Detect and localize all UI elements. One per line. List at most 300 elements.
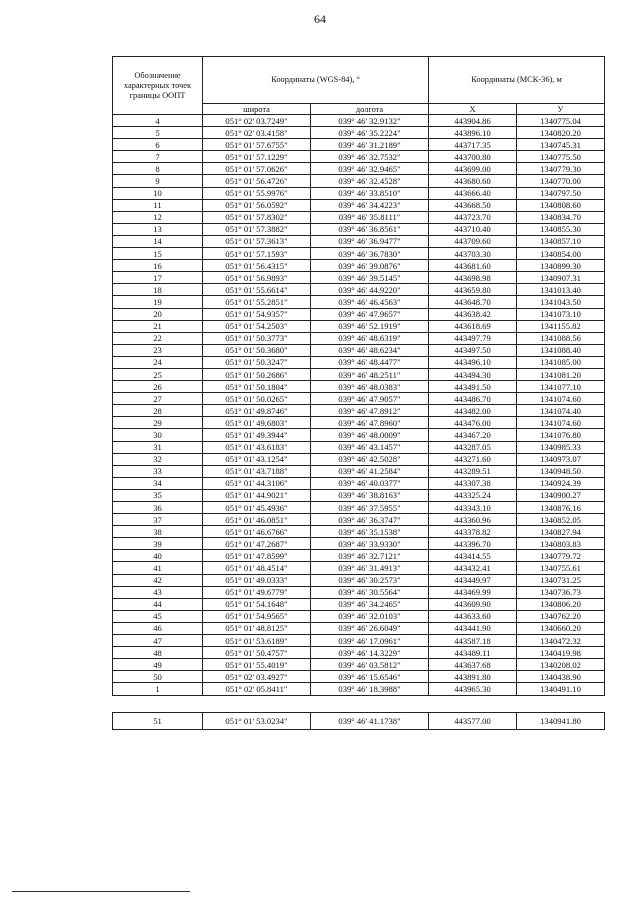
cell-x: 443637.68 [429,659,517,671]
cell-latitude: 051° 01' 56.9893" [203,272,311,284]
cell-x: 443609.90 [429,598,517,610]
cell-x: 443307.38 [429,477,517,489]
cell-latitude: 051° 02' 03.4927" [203,671,311,683]
cell-y: 1341013.40 [517,284,605,296]
cell-x: 443469.99 [429,586,517,598]
page-number: 64 [314,12,326,26]
cell-latitude: 051° 01' 50.2686" [203,368,311,380]
cell-x: 443587.18 [429,635,517,647]
cell-longitude: 039° 46' 32.9132" [311,115,429,127]
cell-longitude: 039° 46' 40.0377" [311,477,429,489]
cell-latitude: 051° 01' 50.3680" [203,344,311,356]
cell-point: 31 [113,441,203,453]
table-row [113,574,605,586]
header-msk36: Координаты (МСК-36), м [429,57,605,104]
cell-point: 29 [113,417,203,429]
cell-y: 1340438.90 [517,671,605,683]
cell-point: 5 [113,127,203,139]
table-row [113,417,605,429]
cell-latitude: 051° 01' 45.4936" [203,502,311,514]
cell-x: 443378.82 [429,526,517,538]
cell-latitude: 051° 02' 03.7249" [203,115,311,127]
cell-latitude: 051° 01' 46.0851" [203,514,311,526]
cell-point: 6 [113,139,203,151]
cell-point: 49 [113,659,203,671]
cell-point: 1 [113,683,203,695]
cell-point: 12 [113,211,203,223]
cell-longitude: 039° 46' 48.2511" [311,368,429,380]
cell-longitude: 039° 46' 33.8510" [311,187,429,199]
cell-x: 443482.00 [429,405,517,417]
cell-point: 30 [113,429,203,441]
cell-latitude: 051° 01' 43.1254" [203,453,311,465]
cell-x: 443681.60 [429,260,517,272]
table-row [113,562,605,574]
cell-point: 39 [113,538,203,550]
cell-point: 21 [113,320,203,332]
cell-longitude: 039° 46' 47.8960" [311,417,429,429]
cell-y: 1341155.82 [517,320,605,332]
cell-point: 17 [113,272,203,284]
cell-point: 10 [113,187,203,199]
cell-latitude: 051° 01' 57.1229" [203,151,311,163]
table-row [113,260,605,272]
table-row [113,356,605,368]
cell-latitude: 051° 01' 55.9976" [203,187,311,199]
cell-longitude: 039° 46' 48.4477" [311,356,429,368]
table-row [113,550,605,562]
cell-x: 443486.70 [429,393,517,405]
cell-y: 1340797.50 [517,187,605,199]
cell-x: 443723.70 [429,211,517,223]
cell-x: 443709.60 [429,235,517,247]
cell-x: 443700.80 [429,151,517,163]
cell-longitude: 039° 46' 41.1738" [311,712,429,729]
table-row [113,248,605,260]
cell-y: 1340803.83 [517,538,605,550]
cell-latitude: 051° 01' 47.8599" [203,550,311,562]
cell-x: 443703.30 [429,248,517,260]
table-row [113,502,605,514]
cell-y: 1340834.70 [517,211,605,223]
cell-point: 9 [113,175,203,187]
cell-x: 443325.24 [429,489,517,501]
cell-longitude: 039° 46' 47.9657" [311,308,429,320]
table-row [113,393,605,405]
cell-point: 42 [113,574,203,586]
table-gap-row [113,695,605,712]
cell-latitude: 051° 01' 57.3882" [203,223,311,235]
cell-y: 1340736.73 [517,586,605,598]
cell-longitude: 039° 46' 34.4223" [311,199,429,211]
cell-longitude: 039° 46' 38.8163" [311,489,429,501]
table-row [113,163,605,175]
cell-y: 1341085.00 [517,356,605,368]
cell-point: 25 [113,368,203,380]
cell-point: 51 [113,712,203,729]
cell-y: 1340827.94 [517,526,605,538]
header-x: X [429,104,517,115]
cell-point: 33 [113,465,203,477]
table-row [113,308,605,320]
cell-latitude: 051° 01' 50.3773" [203,332,311,344]
cell-x: 443396.70 [429,538,517,550]
table-row [113,211,605,223]
cell-latitude: 051° 01' 48.4514" [203,562,311,574]
table-row [113,683,605,695]
cell-latitude: 051° 01' 54.2503" [203,320,311,332]
cell-longitude: 039° 46' 17.0961" [311,635,429,647]
cell-y: 1340779.72 [517,550,605,562]
cell-latitude: 051° 01' 56.4315" [203,260,311,272]
cell-longitude: 039° 46' 48.0383" [311,381,429,393]
cell-point: 24 [113,356,203,368]
cell-longitude: 039° 46' 14.3229" [311,647,429,659]
cell-point: 37 [113,514,203,526]
table-row [113,610,605,622]
cell-point: 43 [113,586,203,598]
cell-x: 443449.97 [429,574,517,586]
table-row [113,115,605,127]
cell-latitude: 051° 01' 55.6614" [203,284,311,296]
cell-point: 34 [113,477,203,489]
cell-x: 443666.40 [429,187,517,199]
cell-point: 32 [113,453,203,465]
cell-longitude: 039° 46' 30.5564" [311,586,429,598]
cell-y: 1340775.50 [517,151,605,163]
cell-point: 44 [113,598,203,610]
cell-longitude: 039° 46' 48.6319" [311,332,429,344]
cell-y: 1340948.50 [517,465,605,477]
cell-y: 1340820.20 [517,127,605,139]
cell-latitude: 051° 01' 50.1804" [203,381,311,393]
cell-y: 1340854.00 [517,248,605,260]
header-latitude: широта [203,104,311,115]
cell-y: 1340762.20 [517,610,605,622]
cell-latitude: 051° 01' 53.6189" [203,635,311,647]
cell-longitude: 039° 46' 47.8912" [311,405,429,417]
cell-y: 1341043.50 [517,296,605,308]
cell-point: 20 [113,308,203,320]
cell-point: 19 [113,296,203,308]
table-row [113,368,605,380]
cell-latitude: 051° 01' 57.0626" [203,163,311,175]
cell-point: 15 [113,248,203,260]
table-row [113,538,605,550]
cell-longitude: 039° 46' 43.1457" [311,441,429,453]
cell-latitude: 051° 01' 49.0333" [203,574,311,586]
cell-point: 11 [113,199,203,211]
cell-x: 443360.96 [429,514,517,526]
cell-longitude: 039° 46' 52.1919" [311,320,429,332]
cell-y: 1340876.16 [517,502,605,514]
cell-longitude: 039° 46' 36.9477" [311,235,429,247]
cell-y: 1340985.33 [517,441,605,453]
table-row [113,622,605,634]
cell-point: 35 [113,489,203,501]
cell-y: 1340775.04 [517,115,605,127]
table-row [113,223,605,235]
cell-y: 1340808.60 [517,199,605,211]
cell-longitude: 039° 46' 31.4913" [311,562,429,574]
cell-y: 1340806.20 [517,598,605,610]
cell-point: 16 [113,260,203,272]
cell-x: 443271.60 [429,453,517,465]
cell-x: 443896.10 [429,127,517,139]
cell-x: 443414.55 [429,550,517,562]
cell-longitude: 039° 46' 48.0009" [311,429,429,441]
table-row-extra [113,712,605,729]
cell-x: 443496.10 [429,356,517,368]
cell-latitude: 051° 01' 54.1648" [203,598,311,610]
cell-longitude: 039° 46' 47.9057" [311,393,429,405]
cell-y: 1341077.10 [517,381,605,393]
cell-x: 443489.11 [429,647,517,659]
table-row [113,199,605,211]
cell-longitude: 039° 46' 03.5812" [311,659,429,671]
cell-latitude: 051° 01' 43.7188" [203,465,311,477]
cell-x: 443668.50 [429,199,517,211]
cell-point: 40 [113,550,203,562]
cell-point: 4 [113,115,203,127]
cell-x: 443680.60 [429,175,517,187]
cell-latitude: 051° 01' 50.4757" [203,647,311,659]
table-row [113,477,605,489]
cell-longitude: 039° 46' 35.2224" [311,127,429,139]
cell-x: 443698.98 [429,272,517,284]
cell-point: 23 [113,344,203,356]
cell-longitude: 039° 46' 33.9330" [311,538,429,550]
cell-y: 1340755.61 [517,562,605,574]
cell-x: 443497.50 [429,344,517,356]
table-row [113,465,605,477]
cell-longitude: 039° 46' 31.2189" [311,139,429,151]
cell-y: 1341081.20 [517,368,605,380]
table-row [113,514,605,526]
table-row [113,139,605,151]
cell-x: 443659.80 [429,284,517,296]
cell-y: 1340899.30 [517,260,605,272]
header-point: Обозначение характерных точек границы ООПТ [113,57,203,115]
coordinates-table [112,56,605,730]
cell-y: 1341076.80 [517,429,605,441]
cell-y: 1341074.40 [517,405,605,417]
cell-longitude: 039° 46' 36.8561" [311,223,429,235]
table-row [113,127,605,139]
table-body [113,115,605,696]
cell-longitude: 039° 46' 30.2573" [311,574,429,586]
cell-point: 28 [113,405,203,417]
cell-y: 1341074.60 [517,417,605,429]
cell-longitude: 039° 46' 36.3747" [311,514,429,526]
table-row [113,296,605,308]
cell-latitude: 051° 01' 57.8302" [203,211,311,223]
table-row [113,586,605,598]
table-row [113,598,605,610]
cell-longitude: 039° 46' 18.3988" [311,683,429,695]
cell-y: 1340900.27 [517,489,605,501]
footer-rule [12,891,190,892]
table-row [113,187,605,199]
cell-point: 13 [113,223,203,235]
cell-x: 443717.35 [429,139,517,151]
cell-latitude: 051° 01' 53.0234" [203,712,311,729]
cell-y: 1340857.10 [517,235,605,247]
cell-point: 8 [113,163,203,175]
cell-longitude: 039° 46' 32.4528" [311,175,429,187]
cell-latitude: 051° 01' 54.9357" [203,308,311,320]
cell-point: 50 [113,671,203,683]
cell-point: 26 [113,381,203,393]
cell-longitude: 039° 46' 39.5145" [311,272,429,284]
cell-x: 443638.42 [429,308,517,320]
cell-longitude: 039° 46' 41.2584" [311,465,429,477]
cell-y: 1341088.56 [517,332,605,344]
cell-y: 1341074.60 [517,393,605,405]
cell-point: 45 [113,610,203,622]
cell-x: 443633.60 [429,610,517,622]
table-row [113,272,605,284]
cell-latitude: 051° 01' 46.6766" [203,526,311,538]
cell-x: 443494.30 [429,368,517,380]
table-row [113,671,605,683]
table-extra-body [113,695,605,729]
cell-longitude: 039° 46' 34.2465" [311,598,429,610]
cell-point: 14 [113,235,203,247]
cell-y: 1340660.20 [517,622,605,634]
table-row [113,659,605,671]
cell-y: 1340973.07 [517,453,605,465]
table-row [113,381,605,393]
cell-y: 1340419.98 [517,647,605,659]
cell-longitude: 039° 46' 32.7121" [311,550,429,562]
cell-y: 1340855.30 [517,223,605,235]
cell-latitude: 051° 01' 55.2851" [203,296,311,308]
header-y: У [517,104,605,115]
cell-y: 1341088.40 [517,344,605,356]
cell-longitude: 039° 46' 32.9465" [311,163,429,175]
cell-longitude: 039° 46' 48.6234" [311,344,429,356]
cell-point: 41 [113,562,203,574]
cell-y: 1340941.80 [517,712,605,729]
table-row [113,647,605,659]
cell-latitude: 051° 01' 57.1593" [203,248,311,260]
table-row [113,151,605,163]
cell-latitude: 051° 01' 49.8746" [203,405,311,417]
cell-longitude: 039° 46' 37.5955" [311,502,429,514]
header-longitude: долгота [311,104,429,115]
table-row [113,344,605,356]
cell-point: 36 [113,502,203,514]
cell-latitude: 051° 01' 56.4726" [203,175,311,187]
cell-y: 1340491.10 [517,683,605,695]
cell-x: 443710.40 [429,223,517,235]
cell-latitude: 051° 01' 57.3613" [203,235,311,247]
cell-x: 443467.20 [429,429,517,441]
cell-latitude: 051° 01' 49.6779" [203,586,311,598]
cell-latitude: 051° 01' 44.9021" [203,489,311,501]
cell-y: 1340779.30 [517,163,605,175]
cell-latitude: 051° 01' 54.9565" [203,610,311,622]
table-row [113,320,605,332]
table-row [113,635,605,647]
cell-latitude: 051° 01' 50.0265" [203,393,311,405]
cell-longitude: 039° 46' 32.0103" [311,610,429,622]
table-row [113,441,605,453]
cell-latitude: 051° 01' 44.3106" [203,477,311,489]
cell-x: 443476.00 [429,417,517,429]
cell-y: 1340907.31 [517,272,605,284]
cell-longitude: 039° 46' 42.5028" [311,453,429,465]
cell-latitude: 051° 01' 48.8125" [203,622,311,634]
cell-x: 443699.00 [429,163,517,175]
cell-y: 1340731.25 [517,574,605,586]
cell-latitude: 051° 01' 49.6803" [203,417,311,429]
table-row [113,332,605,344]
cell-latitude: 051° 02' 03.4158" [203,127,311,139]
cell-point: 38 [113,526,203,538]
table-row [113,429,605,441]
cell-y: 1340770.00 [517,175,605,187]
cell-x: 443289.51 [429,465,517,477]
cell-x: 443343.10 [429,502,517,514]
cell-latitude: 051° 01' 43.6183" [203,441,311,453]
table-row [113,284,605,296]
cell-longitude: 039° 46' 46.4563" [311,296,429,308]
cell-latitude: 051° 01' 55.4019" [203,659,311,671]
cell-x: 443891.80 [429,671,517,683]
cell-point: 48 [113,647,203,659]
cell-latitude: 051° 01' 57.6755" [203,139,311,151]
cell-point: 27 [113,393,203,405]
cell-x: 443432.41 [429,562,517,574]
cell-x: 443904.86 [429,115,517,127]
header-wgs84: Координаты (WGS-84), ° [203,57,429,104]
table-row [113,489,605,501]
cell-y: 1340472.32 [517,635,605,647]
cell-longitude: 039° 46' 44.9220" [311,284,429,296]
cell-y: 1340745.31 [517,139,605,151]
cell-x: 443965.30 [429,683,517,695]
cell-latitude: 051° 01' 49.3944" [203,429,311,441]
cell-longitude: 039° 46' 26.6049" [311,622,429,634]
cell-point: 7 [113,151,203,163]
cell-x: 443287.05 [429,441,517,453]
cell-y: 1340208.02 [517,659,605,671]
table-row [113,526,605,538]
cell-latitude: 051° 02' 05.8411" [203,683,311,695]
cell-y: 1340852.05 [517,514,605,526]
cell-point: 47 [113,635,203,647]
cell-longitude: 039° 46' 32.7532" [311,151,429,163]
cell-longitude: 039° 46' 35.8111" [311,211,429,223]
cell-y: 1341073.10 [517,308,605,320]
cell-point: 18 [113,284,203,296]
table-row [113,453,605,465]
cell-longitude: 039° 46' 39.0876" [311,260,429,272]
cell-latitude: 051° 01' 47.2687" [203,538,311,550]
table-row [113,235,605,247]
cell-longitude: 039° 46' 35.1538" [311,526,429,538]
table-row [113,405,605,417]
cell-point: 46 [113,622,203,634]
cell-latitude: 051° 01' 56.0592" [203,199,311,211]
table-row [113,175,605,187]
cell-point: 22 [113,332,203,344]
cell-latitude: 051° 01' 50.3247" [203,356,311,368]
cell-x: 443577.00 [429,712,517,729]
cell-x: 443648.70 [429,296,517,308]
